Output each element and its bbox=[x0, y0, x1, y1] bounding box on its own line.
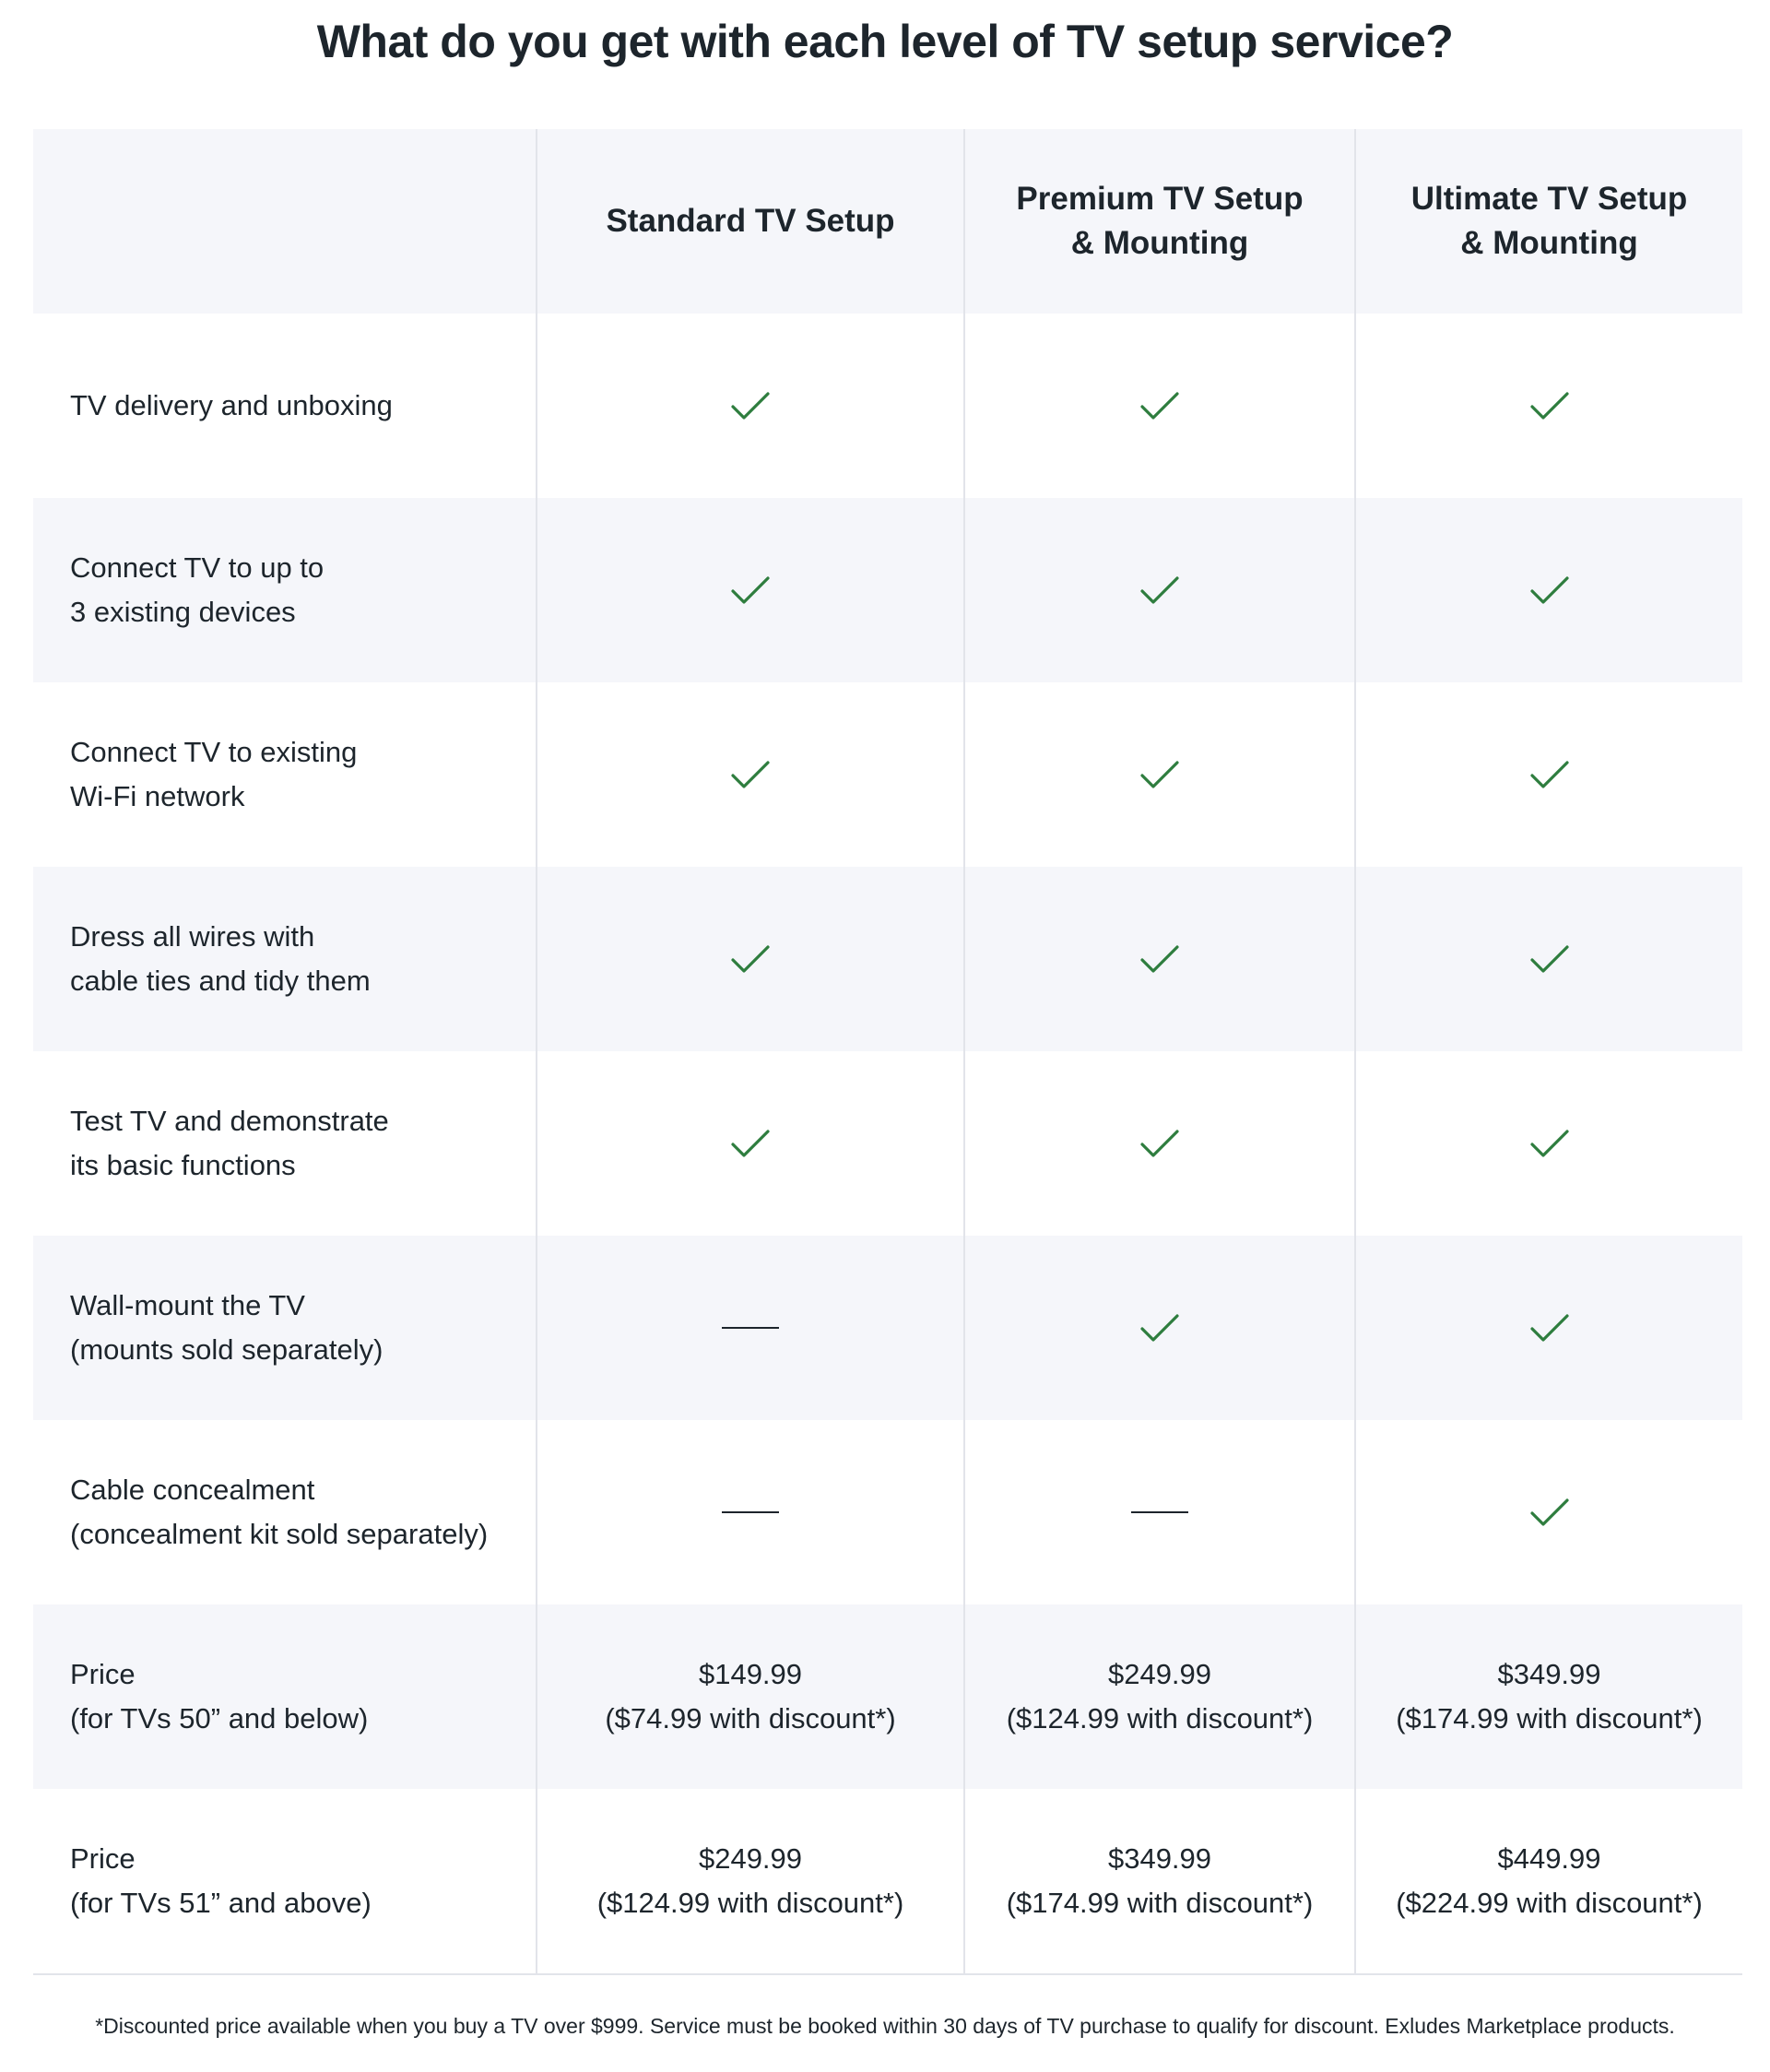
price-premium: $349.99 ($174.99 with discount*) bbox=[1006, 1842, 1314, 1919]
table-row bbox=[33, 314, 1742, 498]
feature-label: Connect TV to existing Wi-Fi network bbox=[70, 736, 358, 812]
feature-ultimate-cell bbox=[1354, 867, 1742, 1051]
feature-ultimate-cell bbox=[1354, 1051, 1742, 1236]
feature-label: Test TV and demonstrate its basic functions bbox=[70, 1105, 389, 1181]
feature-ultimate-cell bbox=[1354, 498, 1742, 682]
dash-icon bbox=[722, 1327, 779, 1329]
price-label: Price (for TVs 50” and below) bbox=[70, 1658, 369, 1735]
plan-name-standard: Standard TV Setup bbox=[606, 203, 895, 239]
feature-standard-cell bbox=[536, 1236, 963, 1420]
check-icon bbox=[1528, 1309, 1572, 1346]
plan-name-ultimate: Ultimate TV Setup & Mounting bbox=[1410, 181, 1688, 261]
header-empty-cell bbox=[33, 129, 536, 314]
feature-ultimate-cell bbox=[1354, 314, 1742, 498]
check-icon bbox=[1138, 387, 1182, 424]
check-icon bbox=[1528, 941, 1572, 977]
feature-label: Connect TV to up to 3 existing devices bbox=[70, 551, 324, 628]
check-icon bbox=[1528, 756, 1572, 793]
check-icon bbox=[1528, 1125, 1572, 1162]
price-premium-cell bbox=[963, 1789, 1354, 1973]
table-row bbox=[33, 1236, 1742, 1420]
feature-premium-cell bbox=[963, 498, 1354, 682]
feature-label: Cable concealment (concealment kit sold separately) bbox=[70, 1474, 489, 1550]
price-ultimate-cell bbox=[1354, 1789, 1742, 1973]
table-bottom-divider bbox=[33, 1973, 1742, 1975]
table-row bbox=[33, 498, 1742, 682]
price-premium: $249.99 ($124.99 with discount*) bbox=[1006, 1658, 1314, 1735]
feature-label: TV delivery and unboxing bbox=[70, 389, 393, 421]
check-icon bbox=[728, 572, 773, 609]
price-ultimate-cell bbox=[1354, 1604, 1742, 1789]
feature-standard-cell bbox=[536, 1420, 963, 1604]
feature-standard-cell bbox=[536, 314, 963, 498]
feature-premium-cell bbox=[963, 867, 1354, 1051]
check-icon bbox=[1528, 572, 1572, 609]
check-icon bbox=[728, 1125, 773, 1162]
check-icon bbox=[1138, 1125, 1182, 1162]
price-standard: $249.99 ($124.99 with discount*) bbox=[596, 1842, 904, 1919]
check-icon bbox=[1528, 1494, 1572, 1531]
feature-premium-cell bbox=[963, 1236, 1354, 1420]
feature-premium-cell bbox=[963, 1051, 1354, 1236]
table-header-row bbox=[33, 129, 1742, 314]
check-icon bbox=[1138, 1309, 1182, 1346]
feature-premium-cell bbox=[963, 682, 1354, 867]
price-row bbox=[33, 1604, 1742, 1789]
feature-premium-cell bbox=[963, 1420, 1354, 1604]
check-icon bbox=[1528, 387, 1572, 424]
page-title: What do you get with each level of TV setup service? bbox=[316, 16, 1454, 67]
header-standard-cell bbox=[536, 129, 963, 314]
table-row bbox=[33, 867, 1742, 1051]
header-premium-cell bbox=[963, 129, 1354, 314]
feature-standard-cell bbox=[536, 1051, 963, 1236]
feature-standard-cell bbox=[536, 498, 963, 682]
feature-label: Wall-mount the TV (mounts sold separately) bbox=[70, 1289, 384, 1366]
plan-name-premium: Premium TV Setup & Mounting bbox=[1016, 181, 1304, 261]
price-standard: $149.99 ($74.99 with discount*) bbox=[605, 1658, 896, 1735]
comparison-table bbox=[33, 129, 1742, 1973]
feature-standard-cell bbox=[536, 682, 963, 867]
table-row bbox=[33, 1051, 1742, 1236]
check-icon bbox=[728, 941, 773, 977]
feature-ultimate-cell bbox=[1354, 1420, 1742, 1604]
feature-premium-cell bbox=[963, 314, 1354, 498]
check-icon bbox=[728, 387, 773, 424]
price-premium-cell bbox=[963, 1604, 1354, 1789]
price-standard-cell bbox=[536, 1789, 963, 1973]
price-ultimate: $449.99 ($224.99 with discount*) bbox=[1396, 1842, 1703, 1919]
feature-standard-cell bbox=[536, 867, 963, 1051]
price-row bbox=[33, 1789, 1742, 1973]
table-row bbox=[33, 1420, 1742, 1604]
check-icon bbox=[1138, 756, 1182, 793]
check-icon bbox=[728, 756, 773, 793]
header-ultimate-cell bbox=[1354, 129, 1742, 314]
price-label: Price (for TVs 51” and above) bbox=[70, 1842, 372, 1919]
check-icon bbox=[1138, 941, 1182, 977]
check-icon bbox=[1138, 572, 1182, 609]
discount-footnote: *Discounted price available when you buy a TV over $999. Service must be booked within 30 days of TV purchase to qualify for discount. Exludes Marketplace products. bbox=[95, 2014, 1675, 2038]
feature-ultimate-cell bbox=[1354, 682, 1742, 867]
feature-ultimate-cell bbox=[1354, 1236, 1742, 1420]
dash-icon bbox=[722, 1511, 779, 1513]
price-ultimate: $349.99 ($174.99 with discount*) bbox=[1396, 1658, 1703, 1735]
table-row bbox=[33, 682, 1742, 867]
dash-icon bbox=[1131, 1511, 1188, 1513]
feature-label: Dress all wires with cable ties and tidy them bbox=[70, 920, 371, 997]
price-standard-cell bbox=[536, 1604, 963, 1789]
